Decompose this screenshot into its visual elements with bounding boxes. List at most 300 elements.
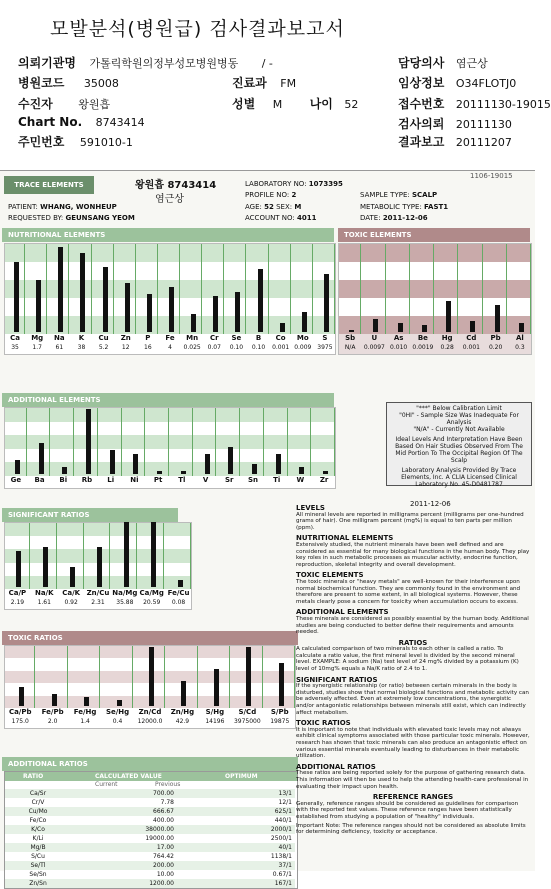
profile-label: PROFILE NO: <box>245 191 290 199</box>
label-cr: Cr <box>209 334 219 342</box>
label-s: S <box>322 334 328 342</box>
bar-na-k <box>43 547 48 587</box>
optimum-cell: 2000/1 <box>270 826 292 833</box>
value-hg: 0.28 <box>440 344 454 351</box>
column-guide <box>121 408 122 476</box>
value-be: 0.0019 <box>412 344 434 351</box>
label-k: K <box>78 334 85 342</box>
table-row <box>5 816 295 825</box>
label-v: V <box>202 476 209 484</box>
label-s-pb: S/Pb <box>270 708 289 716</box>
bar-be <box>422 325 427 332</box>
toxic-ratios-heading: TOXIC RATIOS <box>2 631 298 645</box>
bar-al <box>519 323 524 332</box>
value-na: 61 <box>55 344 64 351</box>
bar-zn-cd <box>149 647 154 706</box>
profile-no: 2 <box>291 191 297 199</box>
bar-fe <box>169 287 174 332</box>
column-guide <box>91 244 92 334</box>
bar-bi <box>62 467 67 474</box>
levels-explanation <box>296 505 530 867</box>
column-guide <box>312 244 313 334</box>
date-value: 2011-12-06 <box>382 214 428 222</box>
requested-label: REQUESTED BY: <box>8 214 64 222</box>
column-guide <box>97 408 98 476</box>
bar-v <box>205 454 210 474</box>
label-tl: Tl <box>178 476 186 484</box>
bar-as <box>398 323 403 332</box>
ratio-cell: Se/Sn <box>29 871 47 878</box>
grid-stripe <box>339 244 531 262</box>
col-ratio: RATIO <box>23 773 44 780</box>
account-no: 4011 <box>297 214 317 222</box>
resident-row <box>18 133 133 150</box>
sample-label: SAMPLE TYPE: <box>360 191 410 199</box>
label-sn: Sn <box>247 476 258 484</box>
column-guide <box>506 244 507 334</box>
p-levels: All mineral levels are reported in milligrams percent (milligrams per one-hundred grams of hair). One milligram percent (mg%) is equal to ten parts per million (ppm). <box>296 511 524 531</box>
chart-value: 8743414 <box>95 116 145 129</box>
bar-ni <box>133 454 138 474</box>
table-row <box>5 861 295 870</box>
bar-pt <box>157 471 162 474</box>
p-toxr: It is important to note that individuals with elevated toxic levels may not always exhibit clinical symptoms associated with those particular toxic minerals. However, research has shown that toxic minerals can also produce an antagonistic effect on various essential minerals eventually leading to disturbances in their metabolic utilization. <box>296 726 530 760</box>
value-ca: 35 <box>11 344 19 351</box>
calc-cell: 700.00 <box>153 790 174 797</box>
column-guide <box>262 646 263 708</box>
label-mo: Mo <box>296 334 309 342</box>
label-mg: Mg <box>31 334 44 342</box>
label-zn-hg: Zn/Hg <box>170 708 195 716</box>
ratio-cell: Mg/B <box>30 844 46 851</box>
label-ba: Ba <box>34 476 45 484</box>
bar-mn <box>191 314 196 332</box>
value-pb: 0.20 <box>488 344 503 351</box>
calc-cell: 19000.00 <box>145 835 174 842</box>
value-se: 0.10 <box>229 344 244 351</box>
optimum-cell: 167/1 <box>274 880 292 887</box>
column-guide <box>56 523 57 589</box>
column-guide <box>268 244 269 334</box>
table-row <box>5 807 295 816</box>
sig-ratios-heading: SIGNIFICANT RATIOS <box>2 508 178 522</box>
value-zn-cu: 2.31 <box>91 599 105 606</box>
bar-se <box>235 292 240 333</box>
bar-ge <box>15 460 20 474</box>
column-guide <box>409 244 410 334</box>
label-zn-cu: Zn/Cu <box>86 589 110 597</box>
patient-name: WHANG, WONHEUP <box>40 203 117 211</box>
value-se-hg: 0.4 <box>112 718 123 725</box>
label-co: Co <box>275 334 286 342</box>
column-guide <box>46 244 47 334</box>
value-mo: 0.009 <box>294 344 312 351</box>
label-ca-pb: Ca/Pb <box>8 708 32 716</box>
column-guide <box>197 646 198 708</box>
column-guide <box>201 244 202 334</box>
label-zr: Zr <box>319 476 329 484</box>
toxic-ratios-chart <box>4 645 296 729</box>
lab-logo: TRACE ELEMENTS <box>4 176 94 194</box>
age-label: 나이 <box>309 97 333 111</box>
bar-ca-k <box>70 567 75 587</box>
column-guide <box>99 646 100 708</box>
column-guide <box>29 523 30 589</box>
ratio-cell: Cu/Mo <box>28 808 48 815</box>
label-se-hg: Se/Hg <box>105 708 130 716</box>
bar-pb <box>495 305 500 332</box>
p-ref: Generally, reference ranges should be considered as guidelines for comparison with the reported test values. These reference ranges have been statistically established from studying a population of "healthy" individuals. <box>296 800 519 820</box>
sex-field-label: SEX: <box>276 203 293 211</box>
value-u: 0.0097 <box>363 344 385 351</box>
column-guide <box>287 408 288 476</box>
bar-ca-p <box>16 551 21 587</box>
age-value: 52 <box>344 98 359 111</box>
label-fe-hg: Fe/Hg <box>73 708 97 716</box>
value-ca-mg: 20.59 <box>143 599 161 606</box>
institution-label: 의뢰기관명 <box>18 56 76 70</box>
column-guide <box>334 244 335 334</box>
grid-stripe <box>5 449 335 463</box>
column-guide <box>168 408 169 476</box>
grid-stripe <box>339 262 531 280</box>
label-fe-pb: Fe/Pb <box>41 708 64 716</box>
h-ratios: RATIOS <box>398 638 428 647</box>
grid-stripe <box>5 262 335 280</box>
dept-label: 진료과 <box>232 76 267 90</box>
label-be: Be <box>417 334 428 342</box>
optimum-cell: 40/1 <box>278 844 292 851</box>
report-label: 결과보고 <box>398 135 445 149</box>
bar-ba <box>39 443 44 474</box>
handwritten-doctor: 염근상 <box>155 194 184 205</box>
sample-type: SCALP <box>411 191 438 199</box>
value-ca-p: 2.19 <box>10 599 25 606</box>
column-guide <box>215 408 216 476</box>
column-guide <box>334 408 335 476</box>
h-nutr: NUTRITIONAL ELEMENTS <box>296 534 394 543</box>
doctor-row <box>398 54 488 71</box>
value-sb: N/A <box>344 344 356 351</box>
h-addr: ADDITIONAL RATIOS <box>296 762 376 771</box>
grid-stripe <box>339 316 531 334</box>
bar-sr <box>228 447 233 474</box>
bar-zn-hg <box>181 681 186 706</box>
legend-box <box>386 402 532 486</box>
legend-2: "0HI" - Sample Size Was Inadequate For Analysis <box>399 412 519 426</box>
optimum-cell: 440/1 <box>274 817 292 824</box>
column-guide <box>24 244 25 334</box>
hospital-code-label: 병원코드 <box>18 76 65 90</box>
grid-stripe <box>339 280 531 298</box>
table-row <box>5 843 295 852</box>
patient-label: 수진자 <box>18 97 53 111</box>
label-sr: Sr <box>225 476 234 484</box>
label-ca: Ca <box>10 334 20 342</box>
value-cd: 0.001 <box>462 344 480 351</box>
label-fe: Fe <box>165 334 175 342</box>
ratio-cell: Se/Tl <box>30 862 46 869</box>
corner-note: 1106-19015 <box>470 172 513 180</box>
grid-stripe <box>5 408 335 422</box>
label-as: As <box>393 334 404 342</box>
clinical-value: O34FLOTJ0 <box>455 77 517 90</box>
column-guide <box>135 244 136 334</box>
h-tox: TOXIC ELEMENTS <box>296 571 364 580</box>
bar-k <box>80 253 85 332</box>
label-fe-cu: Fe/Cu <box>167 589 190 597</box>
label-na: Na <box>54 334 65 342</box>
value-mn: 0.025 <box>183 344 201 351</box>
bar-zn-cu <box>97 547 102 587</box>
column-guide <box>26 408 27 476</box>
legend-note: Ideal Levels And Interpretation Have Been Based On Hair Studies Observed From The Mid Portion To The Occipital Region Of The Scalp <box>395 436 523 464</box>
clinical-row <box>398 74 516 91</box>
label-s-hg: S/Hg <box>205 708 225 716</box>
bar-s-cd <box>246 647 251 706</box>
ratio-cell: Ca/Sr <box>29 790 47 797</box>
label-p: P <box>145 334 151 342</box>
receipt-label: 접수번호 <box>398 97 445 111</box>
label-zn: Zn <box>120 334 131 342</box>
grid-stripe <box>339 298 531 316</box>
bar-li <box>110 450 115 474</box>
calc-cell: 666.67 <box>153 808 174 815</box>
value-fe: 4 <box>168 344 172 351</box>
column-guide <box>68 244 69 334</box>
value-k: 38 <box>77 344 86 351</box>
label-b: B <box>255 334 262 342</box>
column-guide <box>132 646 133 708</box>
column-guide <box>34 646 35 708</box>
patient-row <box>18 95 110 112</box>
column-guide <box>245 244 246 334</box>
request-label: 검사의뢰 <box>398 117 445 131</box>
grid-stripe <box>5 422 335 436</box>
hospital-code-value: 35008 <box>83 77 119 90</box>
column-guide <box>83 523 84 589</box>
resident-value: 591010-1 <box>79 136 133 149</box>
value-s-hg: 14196 <box>205 718 225 725</box>
calc-cell: 764.42 <box>153 853 174 860</box>
p-addr: These ratios are being reported solely for the purpose of gathering research data. This information will then be used to help the attending health-care professional in evaluating their impact upon health. <box>296 770 529 790</box>
label-s-cd: S/Cd <box>238 708 257 716</box>
optimum-cell: 2500/1 <box>270 835 292 842</box>
value-zn-hg: 42.9 <box>175 718 190 725</box>
bar-u <box>373 319 378 333</box>
column-guide <box>294 646 295 708</box>
resident-label: 주민번호 <box>18 135 65 149</box>
column-guide <box>73 408 74 476</box>
column-guide <box>310 408 311 476</box>
column-guide <box>385 244 386 334</box>
metabolic-label: METABOLIC TYPE: <box>360 203 422 211</box>
sex-label: 성별 <box>232 97 256 111</box>
calc-cell: 17.00 <box>156 844 174 851</box>
bar-s-hg <box>214 669 219 706</box>
report-title: 모발분석(병원급) 검사결과보고서 <box>50 18 345 40</box>
column-guide <box>290 244 291 334</box>
doctor-label: 담당의사 <box>398 56 445 70</box>
metabolic-type: FAST1 <box>424 203 449 211</box>
column-guide <box>163 523 164 589</box>
h-add: ADDITIONAL ELEMENTS <box>296 608 389 617</box>
p-ratios: A calculated comparison of two minerals to each other is called a ratio. To calculate a ratio value, the first mineral level is divided by the second mineral level. EXAMPLE: A sodium (Na) test level of 24 mg% divided by a potassium (K) level of 10mg% equals a Na/K ratio of 2.4 to 1. <box>296 646 519 673</box>
column-guide <box>360 244 361 334</box>
legend-1: "***" Below Calibration Limit <box>416 405 502 412</box>
label-na-mg: Na/Mg <box>112 589 138 597</box>
institution-row <box>18 54 273 71</box>
p-sig: If the synergistic relationship (or ratio) between certain minerals in the body is disturbed, studies show that normal biological functions and metabolic activity can be adversely affected. Even at extremely low concentrations, the synergistic and/or antagonistic relationships between minerals still exist, which can indirectly affect metabolism. <box>296 683 529 716</box>
bar-s <box>324 274 329 333</box>
ratio-cell: K/Co <box>31 826 45 833</box>
label-zn-cd: Zn/Cd <box>138 708 162 716</box>
column-guide <box>229 646 230 708</box>
table-row <box>5 870 295 879</box>
ratio-rows <box>5 789 295 888</box>
bar-hg <box>446 301 451 333</box>
grid-stripe <box>5 462 335 476</box>
label-ni: Ni <box>130 476 139 484</box>
value-s: 3975 <box>317 344 333 351</box>
chart-label: Chart No. <box>18 115 83 129</box>
report-row <box>398 133 512 150</box>
value-ca-pb: 175.0 <box>11 718 29 725</box>
optimum-cell: 625/1 <box>274 808 292 815</box>
ratio-cell: S/Cu <box>31 853 45 860</box>
column-guide <box>179 244 180 334</box>
institution-value: 가톨릭학원의정부성모병원병동 <box>89 57 239 70</box>
age-field-label: AGE: <box>245 203 262 211</box>
value-zn-cd: 12000.0 <box>137 718 163 725</box>
calc-cell: 200.00 <box>153 862 174 869</box>
label-ca-p: Ca/P <box>8 589 27 597</box>
optimum-cell: 1138/1 <box>270 853 292 860</box>
table-row <box>5 789 295 798</box>
value-cr: 0.07 <box>207 344 221 351</box>
calc-cell: 1200.00 <box>149 880 174 887</box>
ratio-cell: Zn/Sn <box>29 880 47 887</box>
calc-cell: 7.78 <box>160 799 174 806</box>
institution-extra: / - <box>261 57 273 70</box>
optimum-cell: 37/1 <box>278 862 292 869</box>
column-guide <box>157 244 158 334</box>
column-guide <box>239 408 240 476</box>
bar-fe-pb <box>52 694 57 706</box>
bar-zr <box>323 471 328 474</box>
dept-value: FM <box>280 77 297 90</box>
label-u: U <box>371 334 378 342</box>
doctor-value: 염근상 <box>455 57 488 70</box>
age-field: 52 <box>264 203 274 211</box>
value-cu: 5.2 <box>98 344 109 351</box>
p-ref2: Important Note: The reference ranges should not be considered as absolute limits for determining deficiency, toxicity or acceptance. <box>296 822 526 836</box>
label-ca-mg: Ca/Mg <box>139 589 164 597</box>
column-guide <box>192 408 193 476</box>
label-ti: Ti <box>273 476 281 484</box>
bar-co <box>280 323 285 332</box>
column-guide <box>190 523 191 589</box>
receipt-value: 20111130-19015 <box>455 98 551 111</box>
label-pb: Pb <box>490 334 501 342</box>
bar-na-mg <box>124 522 129 587</box>
handwritten-name: 왕원흡 8743414 <box>135 180 217 191</box>
label-pt: Pt <box>153 476 163 484</box>
bar-s-pb <box>279 663 284 706</box>
value-mg: 1.7 <box>32 344 42 351</box>
sex-field: M <box>294 203 302 211</box>
ratio-cell: Fe/Co <box>29 817 47 824</box>
date-stamp: 2011-12-06 <box>410 500 451 508</box>
lab-no: 1073395 <box>308 180 343 188</box>
col-current: Current <box>95 781 118 788</box>
column-guide <box>263 408 264 476</box>
lab-no-label: LABORATORY NO: <box>245 180 307 188</box>
label-sb: Sb <box>345 334 356 342</box>
bar-ca <box>14 262 19 332</box>
bar-sn <box>252 464 257 474</box>
chart-row <box>18 115 145 129</box>
bar-zn <box>125 283 130 333</box>
bar-fe-cu <box>178 580 183 587</box>
request-row <box>398 115 512 132</box>
value-na-k: 1.61 <box>37 599 51 606</box>
bar-sb <box>349 330 354 332</box>
optimum-cell: 12/1 <box>278 799 292 806</box>
column-guide <box>457 244 458 334</box>
table-row <box>5 834 295 843</box>
h-ref: REFERENCE RANGES <box>372 793 454 802</box>
value-as: 0.010 <box>390 344 408 351</box>
value-na-mg: 35.88 <box>116 599 134 606</box>
calc-cell: 38000.00 <box>145 826 174 833</box>
value-fe-hg: 1.4 <box>80 718 90 725</box>
h-toxr: TOXIC RATIOS <box>296 719 351 728</box>
bar-se-hg <box>117 700 122 706</box>
account-label: ACCOUNT NO: <box>245 214 295 222</box>
bar-ca-pb <box>19 687 24 706</box>
date-label: DATE: <box>360 214 381 222</box>
value-s-cd: 3975000 <box>233 718 261 725</box>
grid-stripe <box>5 244 335 262</box>
table-row <box>5 852 295 861</box>
label-se: Se <box>231 334 242 342</box>
label-bi: Bi <box>59 476 68 484</box>
requested-by: GEUNSANG YEOM <box>65 214 135 222</box>
toxic-heading: TOXIC ELEMENTS <box>338 228 530 242</box>
table-row <box>5 798 295 807</box>
label-na-k: Na/K <box>34 589 54 597</box>
nutritional-heading: NUTRITIONAL ELEMENTS <box>2 228 334 242</box>
table-row <box>5 879 295 888</box>
sex-value: M <box>272 98 283 111</box>
bar-cd <box>470 321 475 332</box>
label-hg: Hg <box>441 334 453 342</box>
label-al: Al <box>515 334 524 342</box>
ratio-cell: K/Li <box>32 835 44 842</box>
bar-fe-hg <box>84 697 89 706</box>
bar-mg <box>36 280 41 332</box>
column-guide <box>109 523 110 589</box>
value-b: 0.10 <box>251 344 266 351</box>
label-w: W <box>296 476 305 484</box>
bar-cr <box>213 296 218 332</box>
calc-cell: 400.00 <box>153 817 174 824</box>
bar-mo <box>302 312 307 332</box>
bar-cu <box>103 267 108 332</box>
ratio-cell: Cr/V <box>31 799 45 806</box>
label-cu: Cu <box>98 334 109 342</box>
